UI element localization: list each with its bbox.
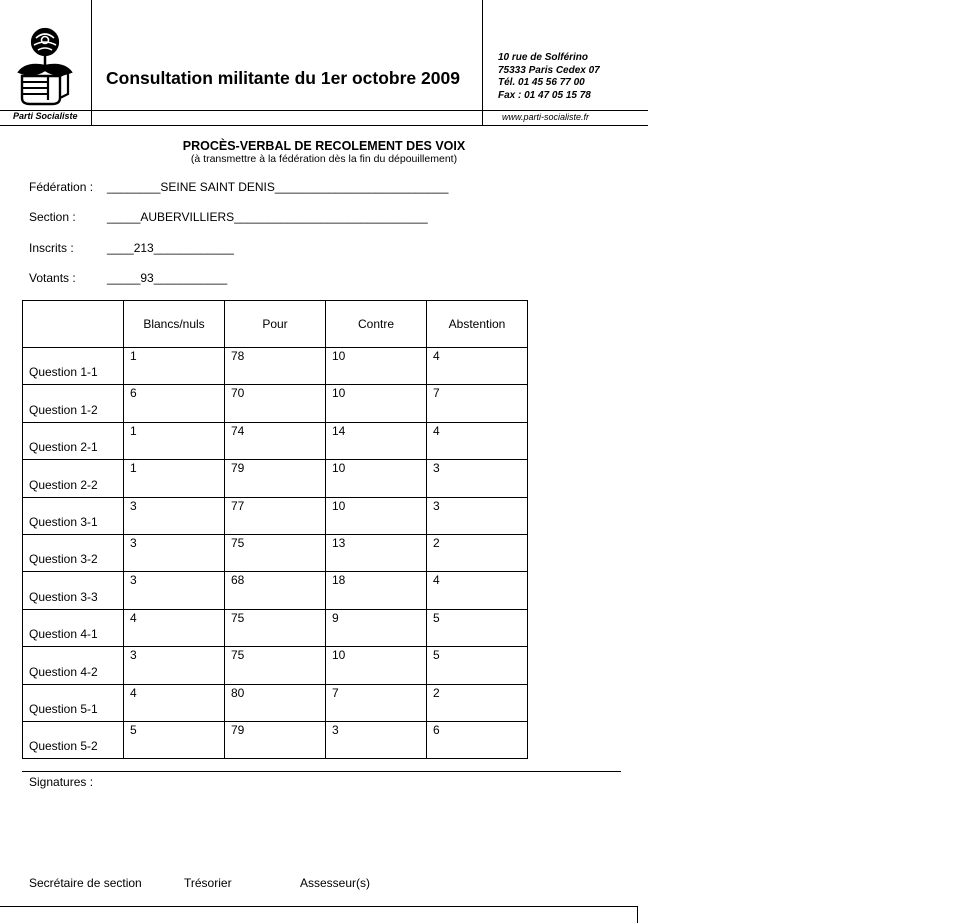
role-assessors: Assesseur(s) [300,876,371,890]
vote-value-cell: 3 [427,497,528,534]
inscrits-label: Inscrits : [29,241,74,255]
table-row [23,647,528,684]
question-label: Question 1-2 [23,385,124,422]
vote-value-cell: 5 [124,721,225,758]
signature-rule [22,771,621,772]
vote-value-cell: 75 [225,609,326,646]
party-name: Parti Socialiste [13,111,78,121]
vote-value-cell: 6 [124,385,225,422]
table-row [23,348,528,385]
role-secretary: Secrétaire de section [29,876,142,890]
vote-value-cell: 3 [427,460,528,497]
vote-value-cell: 7 [326,684,427,721]
column-header: Contre [326,301,427,348]
header-rule-lower [0,125,648,126]
vote-value-cell: 13 [326,534,427,571]
section-field [29,210,428,224]
section-label: Section : [29,210,76,224]
column-header: Pour [225,301,326,348]
federation-label: Fédération : [29,180,94,194]
vote-value-cell: 7 [427,385,528,422]
bottom-box-top [0,906,638,907]
table-row [23,422,528,459]
vote-value-cell: 9 [326,609,427,646]
question-label: Question 5-1 [23,684,124,721]
question-label: Question 4-2 [23,647,124,684]
vote-value-cell: 3 [124,497,225,534]
table-row [23,721,528,758]
vote-value-cell: 4 [427,348,528,385]
question-label: Question 4-1 [23,609,124,646]
vote-value-cell: 10 [326,348,427,385]
vote-value-cell: 1 [124,348,225,385]
table-body [23,348,528,759]
vote-value-cell: 74 [225,422,326,459]
vote-table [22,300,528,759]
vote-value-cell: 80 [225,684,326,721]
vote-value-cell: 6 [427,721,528,758]
vote-value-cell: 1 [124,422,225,459]
vote-value-cell: 2 [427,534,528,571]
report-subtitle: (à transmettre à la fédération dès la fin du dépouillement) [190,153,458,165]
section-value: _____AUBERVILLIERS_____________________________ [107,210,428,224]
votants-label: Votants : [29,271,76,285]
vote-value-cell: 68 [225,572,326,609]
header-divider-right [482,0,483,126]
inscrits-value: ____213____________ [107,241,234,255]
vote-value-cell: 75 [225,534,326,571]
table-row [23,534,528,571]
vote-value-cell: 79 [225,460,326,497]
vote-value-cell: 14 [326,422,427,459]
vote-value-cell: 10 [326,647,427,684]
column-header: Abstention [427,301,528,348]
vote-value-cell: 5 [427,609,528,646]
table-row [23,609,528,646]
vote-value-cell: 70 [225,385,326,422]
vote-value-cell: 10 [326,460,427,497]
question-label: Question 1-1 [23,348,124,385]
vote-value-cell: 4 [124,684,225,721]
bottom-box-right [637,906,638,923]
address-line: 75333 Paris Cedex 07 [498,64,600,76]
vote-value-cell: 79 [225,721,326,758]
question-label: Question 2-2 [23,460,124,497]
fax-line: Fax : 01 47 05 15 78 [498,89,591,101]
federation-field [29,180,448,194]
phone-line: Tél. 01 45 56 77 00 [498,77,585,88]
votants-value: _____93___________ [107,271,228,285]
question-label: Question 2-1 [23,422,124,459]
vote-value-cell: 10 [326,385,427,422]
header-divider-left [91,0,92,126]
role-treasurer: Trésorier [184,876,232,890]
question-label: Question 5-2 [23,721,124,758]
federation-value: ________SEINE SAINT DENIS__________________________ [107,180,449,194]
table-row [23,684,528,721]
address-line: 10 rue de Solférino [498,52,589,63]
vote-value-cell: 1 [124,460,225,497]
column-header: Blancs/nuls [124,301,225,348]
header-rule-upper [0,110,648,111]
question-label: Question 3-3 [23,572,124,609]
signatures-label: Signatures : [29,775,94,789]
address-block [498,52,600,102]
vote-value-cell: 3 [124,572,225,609]
votants-field [29,271,227,285]
table-row [23,497,528,534]
vote-value-cell: 4 [427,572,528,609]
report-title: PROCÈS-VERBAL DE RECOLEMENT DES VOIX [182,139,466,153]
vote-value-cell: 3 [326,721,427,758]
vote-value-cell: 75 [225,647,326,684]
vote-value-cell: 4 [427,422,528,459]
vote-value-cell: 3 [124,534,225,571]
vote-value-cell: 4 [124,609,225,646]
vote-value-cell: 5 [427,647,528,684]
vote-value-cell: 77 [225,497,326,534]
question-label: Question 3-2 [23,534,124,571]
vote-value-cell: 18 [326,572,427,609]
question-label: Question 3-1 [23,497,124,534]
vote-value-cell: 2 [427,684,528,721]
vote-value-cell: 78 [225,348,326,385]
inscrits-field [29,241,234,255]
vote-value-cell: 3 [124,647,225,684]
table-header-row [23,301,528,348]
table-corner-cell [23,301,124,348]
table-row [23,572,528,609]
table-row [23,460,528,497]
table-row [23,385,528,422]
website-link[interactable]: www.parti-socialiste.fr [502,112,590,122]
rose-fist-icon [14,26,76,106]
page-title: Consultation militante du 1er octobre 2009 [106,68,460,88]
vote-value-cell: 10 [326,497,427,534]
